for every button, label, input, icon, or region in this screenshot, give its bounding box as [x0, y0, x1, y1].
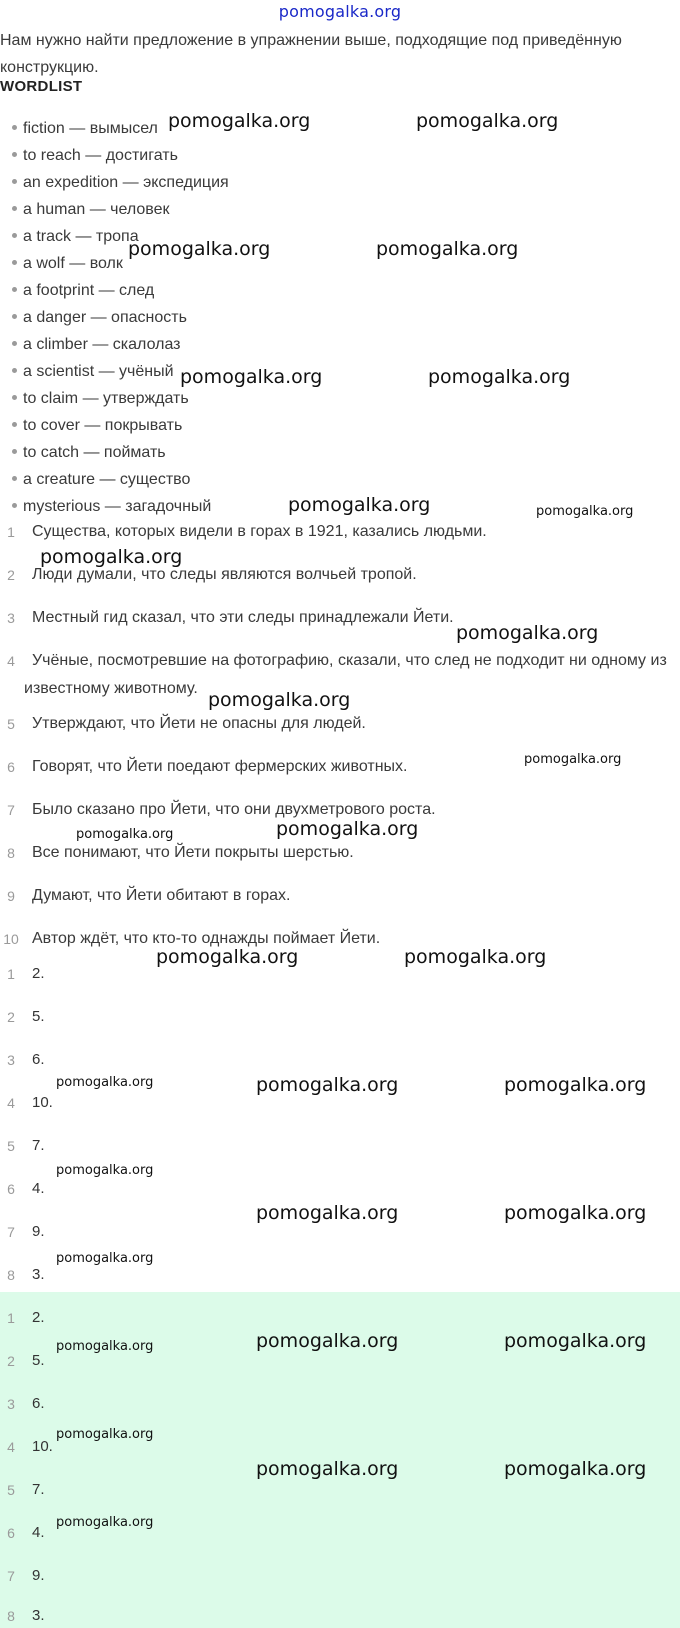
watermark: pomogalka.org — [180, 366, 323, 388]
watermark: pomogalka.org — [428, 366, 571, 388]
answer-value: 4. — [32, 1524, 45, 1541]
line-number: 4 — [7, 1439, 15, 1455]
watermark: pomogalka.org — [288, 494, 431, 516]
watermark: pomogalka.org — [40, 546, 183, 568]
wordlist-item: to reach — достигать — [12, 142, 229, 169]
sentence-text: Утверждают, что Йети не опасны для людей. — [32, 715, 366, 732]
answer-value: 10. — [32, 1094, 53, 1111]
sentence-text: Люди думали, что следы являются волчьей тропой. — [32, 566, 417, 583]
watermark: pomogalka.org — [56, 1515, 154, 1530]
answer-value: 7. — [32, 1481, 45, 1498]
watermark: pomogalka.org — [276, 818, 419, 840]
sentence-text: Говорят, что Йети поедают фермерских животных. — [32, 758, 408, 775]
answer-value: 10. — [32, 1438, 53, 1455]
watermark: pomogalka.org — [156, 946, 299, 968]
line-number: 1 — [7, 524, 15, 540]
wordlist-item: a wolf — волк — [12, 250, 229, 277]
watermark: pomogalka.org — [76, 827, 174, 842]
sentence-text: Было сказано про Йети, что они двухметрового роста. — [32, 801, 436, 818]
wordlist-item: to claim — утверждать — [12, 385, 229, 412]
watermark: pomogalka.org — [256, 1458, 399, 1480]
line-number: 2 — [7, 567, 15, 583]
line-number: 9 — [7, 888, 15, 904]
line-number: 5 — [7, 716, 15, 732]
sentence-text: Местный гид сказал, что эти следы принадлежали Йети. — [32, 609, 454, 626]
watermark: pomogalka.org — [56, 1163, 154, 1178]
answer-value: 5. — [32, 1352, 45, 1369]
bullet-icon — [12, 422, 17, 427]
line-number: 7 — [7, 1224, 15, 1240]
answer-value: 7. — [32, 1137, 45, 1154]
line-number: 3 — [7, 1052, 15, 1068]
watermark: pomogalka.org — [256, 1330, 399, 1352]
wordlist-item: a human — человек — [12, 196, 229, 223]
line-number: 7 — [7, 802, 15, 818]
answer-value: 9. — [32, 1567, 45, 1584]
wordlist-item: a scientist — учёный — [12, 358, 229, 385]
bullet-icon — [12, 449, 17, 454]
line-number: 4 — [7, 653, 15, 669]
answer-value: 3. — [32, 1607, 45, 1624]
bullet-icon — [12, 206, 17, 211]
bullet-icon — [12, 368, 17, 373]
wordlist-item: a danger — опасность — [12, 304, 229, 331]
line-number: 4 — [7, 1095, 15, 1111]
line-number: 2 — [7, 1009, 15, 1025]
wordlist-item: to cover — покрывать — [12, 412, 229, 439]
answer-value: 2. — [32, 1309, 45, 1326]
wordlist-item: mysterious — загадочный — [12, 493, 229, 520]
sentence-text: Думают, что Йети обитают в горах. — [32, 887, 291, 904]
wordlist-item: an expedition — экспедиция — [12, 169, 229, 196]
watermark: pomogalka.org — [56, 1339, 154, 1354]
bullet-icon — [12, 260, 17, 265]
bullet-icon — [12, 125, 17, 130]
bullet-icon — [12, 287, 17, 292]
answer-value: 2. — [32, 965, 45, 982]
watermark: pomogalka.org — [416, 110, 559, 132]
line-number: 5 — [7, 1138, 15, 1154]
sentence-text: известному животному. — [24, 680, 198, 697]
watermark: pomogalka.org — [56, 1427, 154, 1442]
wordlist-item: a creature — существо — [12, 466, 229, 493]
watermark: pomogalka.org — [404, 946, 547, 968]
wordlist — [12, 115, 229, 520]
answer-value: 3. — [32, 1266, 45, 1283]
wordlist-title: WORDLIST — [0, 78, 83, 95]
watermark: pomogalka.org — [504, 1458, 647, 1480]
wordlist-item: fiction — вымысел — [12, 115, 229, 142]
watermark: pomogalka.org — [256, 1074, 399, 1096]
watermark: pomogalka.org — [56, 1251, 154, 1266]
sentence-text: Все понимают, что Йети покрыты шерстью. — [32, 844, 354, 861]
watermark: pomogalka.org — [504, 1202, 647, 1224]
line-number: 8 — [7, 845, 15, 861]
watermark: pomogalka.org — [536, 504, 634, 519]
bullet-icon — [12, 476, 17, 481]
line-number: 1 — [7, 1310, 15, 1326]
bullet-icon — [12, 341, 17, 346]
answer-value: 6. — [32, 1051, 45, 1068]
sentence-text: Автор ждёт, что кто-то однажды поймает Йети. — [32, 930, 381, 947]
answer-value: 9. — [32, 1223, 45, 1240]
line-number: 3 — [7, 1396, 15, 1412]
sentence-text: Существа, которых видели в горах в 1921, казались людьми. — [32, 523, 487, 540]
wordlist-item: to catch — поймать — [12, 439, 229, 466]
line-number: 3 — [7, 610, 15, 626]
watermark: pomogalka.org — [256, 1202, 399, 1224]
line-number: 2 — [7, 1353, 15, 1369]
watermark: pomogalka.org — [504, 1330, 647, 1352]
line-number: 1 — [7, 966, 15, 982]
bullet-icon — [12, 395, 17, 400]
sentence-text: Учёные, посмотревшие на фотографию, сказали, что след не подходит ни одному из — [32, 652, 667, 669]
site-logo[interactable]: pomogalka.org — [278, 2, 402, 21]
watermark: pomogalka.org — [208, 689, 351, 711]
bullet-icon — [12, 152, 17, 157]
wordlist-item: a footprint — след — [12, 277, 229, 304]
line-number: 7 — [7, 1568, 15, 1584]
line-number: 10 — [3, 931, 19, 947]
answer-value: 6. — [32, 1395, 45, 1412]
wordlist-item: a climber — скалолаз — [12, 331, 229, 358]
watermark: pomogalka.org — [524, 752, 622, 767]
watermark: pomogalka.org — [456, 622, 599, 644]
watermark: pomogalka.org — [168, 110, 311, 132]
watermark: pomogalka.org — [128, 238, 271, 260]
line-number: 6 — [7, 1525, 15, 1541]
line-number: 8 — [7, 1267, 15, 1283]
line-number: 5 — [7, 1482, 15, 1498]
bullet-icon — [12, 233, 17, 238]
bullet-icon — [12, 179, 17, 184]
wordlist-item: a track — тропа — [12, 223, 229, 250]
watermark: pomogalka.org — [56, 1075, 154, 1090]
answer-value: 5. — [32, 1008, 45, 1025]
line-number: 6 — [7, 1181, 15, 1197]
intro-text: Нам нужно найти предложение в упражнении выше, подходящие под приведённую конструкцию. — [0, 32, 622, 76]
bullet-icon — [12, 314, 17, 319]
line-number: 8 — [7, 1608, 15, 1624]
bullet-icon — [12, 503, 17, 508]
watermark: pomogalka.org — [376, 238, 519, 260]
watermark: pomogalka.org — [504, 1074, 647, 1096]
answer-value: 4. — [32, 1180, 45, 1197]
line-number: 6 — [7, 759, 15, 775]
